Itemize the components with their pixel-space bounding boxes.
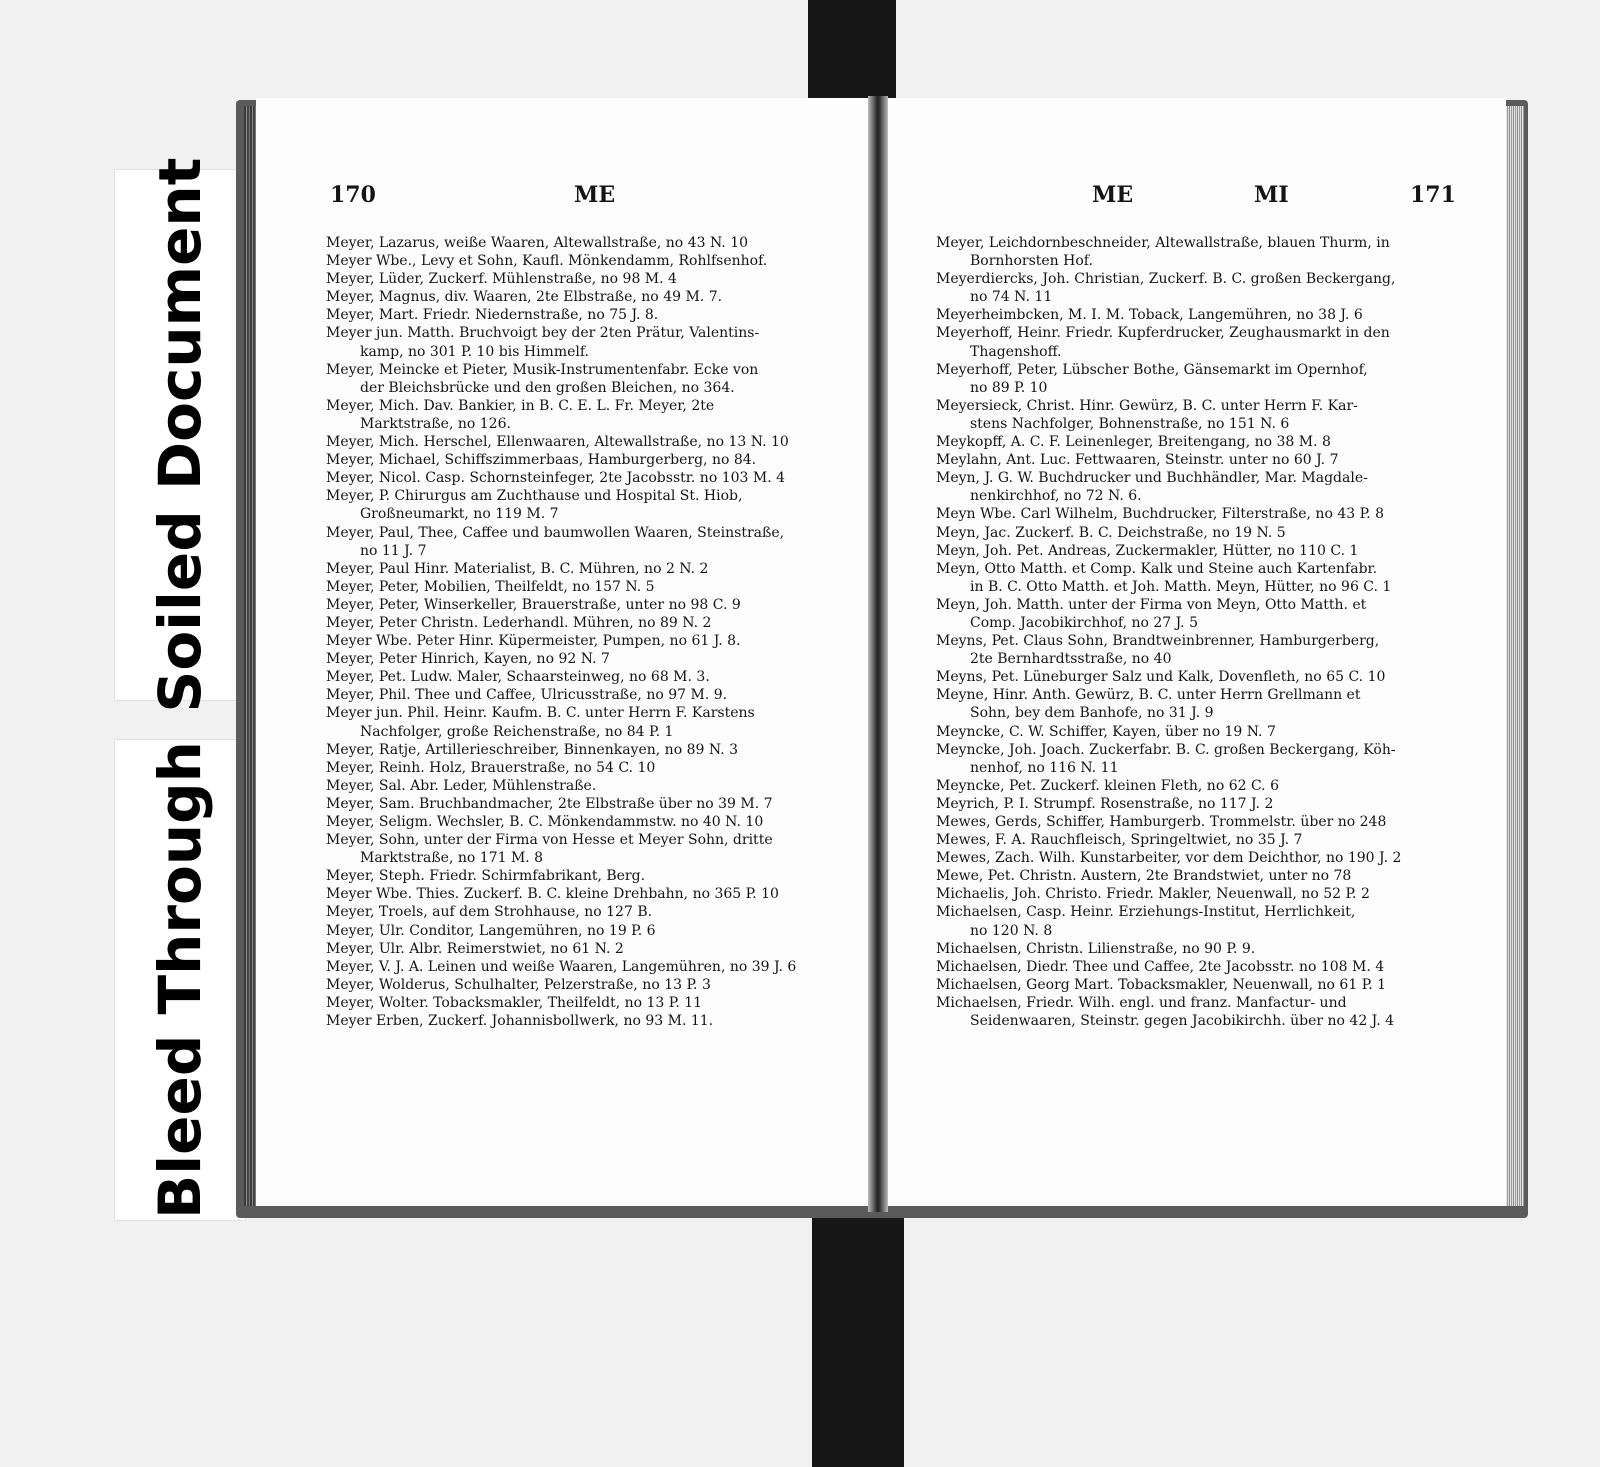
- list-item: Michaelis, Joh. Christo. Friedr. Makler, Neuenwall, no 52 P. 2: [936, 886, 1370, 903]
- list-item: Meyer, Pet. Ludw. Maler, Schaarsteinweg, no 68 M. 3.: [326, 669, 710, 686]
- list-item: kamp, no 301 P. 10 bis Himmelf.: [360, 343, 589, 360]
- right-page-edges: [1504, 106, 1524, 1206]
- list-item: Meyer, Ulr. Albr. Reimerstwiet, no 61 N. 2: [326, 940, 624, 957]
- right-running-head-mi: MI: [1254, 182, 1289, 208]
- list-item: Thagenshoff.: [970, 343, 1062, 360]
- list-item: Meyne, Hinr. Anth. Gewürz, B. C. unter Herrn Grellmann et: [936, 687, 1361, 704]
- list-item: Meyer, P. Chirurgus am Zuchthause und Hospital St. Hiob,: [326, 488, 743, 505]
- book-gutter: [868, 96, 888, 1212]
- left-entry-list: [326, 234, 796, 1030]
- list-item: Meyer Wbe., Levy et Sohn, Kaufl. Mönkendamm, Rohlfsenhof.: [326, 253, 768, 270]
- list-item: Meyer, Ulr. Conditor, Langemühren, no 19 P. 6: [326, 922, 656, 939]
- list-item: Mewes, Gerds, Schiffer, Hamburgerb. Trommelstr. über no 248: [936, 814, 1387, 830]
- list-item: Meyncke, C. W. Schiffer, Kayen, über no 19 N. 7: [936, 723, 1276, 740]
- list-item: Comp. Jacobikirchhof, no 27 J. 5: [970, 614, 1198, 631]
- bottom-strap: [812, 1212, 904, 1467]
- list-item: 2te Bernhardtsstraße, no 40: [970, 651, 1172, 668]
- list-item: Meylahn, Ant. Luc. Fettwaaren, Steinstr. unter no 60 J. 7: [936, 452, 1339, 469]
- list-item: Mewes, F. A. Rauchfleisch, Springeltwiet, no 35 J. 7: [936, 832, 1303, 849]
- list-item: Mewe, Pet. Christn. Austern, 2te Brandstwiet, unter no 78: [936, 868, 1352, 885]
- list-item: Meyer jun. Matth. Bruchvoigt bey der 2ten Prätur, Valentins-: [326, 325, 760, 342]
- list-item: Meyn, Otto Matth. et Comp. Kalk und Steine auch Kartenfabr.: [936, 560, 1378, 577]
- list-item: in B. C. Otto Matth. et Joh. Matth. Meyn, Hütter, no 96 C. 1: [970, 578, 1392, 595]
- list-item: der Bleichsbrücke und den großen Bleichen, no 364.: [360, 379, 735, 396]
- list-item: Meyer, Troels, auf dem Strohhause, no 127 B.: [326, 904, 653, 921]
- list-item: no 89 P. 10: [970, 379, 1048, 396]
- list-item: no 74 N. 11: [970, 289, 1053, 306]
- list-item: Meyrich, P. I. Strumpf. Rosenstraße, no 117 J. 2: [936, 795, 1274, 812]
- list-item: Meyn, Jac. Zuckerf. B. C. Deichstraße, no 19 N. 5: [936, 524, 1286, 541]
- list-item: Mewes, Zach. Wilh. Kunstarbeiter, vor dem Deichthor, no 190 J. 2: [936, 850, 1402, 867]
- list-item: Meyer, Steph. Friedr. Schirmfabrikant, Berg.: [326, 868, 646, 885]
- left-running-head: ME: [574, 182, 616, 208]
- list-item: Meyer, Paul, Thee, Caffee und baumwollen Waaren, Steinstraße,: [326, 524, 785, 541]
- list-item: Meyer jun. Phil. Heinr. Kaufm. B. C. unter Herrn F. Karstens: [326, 705, 755, 722]
- list-item: Meyer, Ratje, Artillerieschreiber, Binnenkayen, no 89 N. 3: [326, 741, 738, 758]
- list-item: Meyer, Mich. Dav. Bankier, in B. C. E. L. Fr. Meyer, 2te: [326, 397, 715, 414]
- list-item: Meyer Erben, Zuckerf. Johannisbollwerk, no 93 M. 11.: [326, 1013, 714, 1030]
- bleed-through-text: Bleed Through: [146, 741, 214, 1219]
- list-item: Meyer, Seligm. Wechsler, B. C. Mönkendammstw. no 40 N. 10: [326, 814, 764, 830]
- list-item: Meyns, Pet. Lüneburger Salz und Kalk, Dovenfleth, no 65 C. 10: [936, 669, 1386, 686]
- list-item: Meyer Wbe. Peter Hinr. Küpermeister, Pumpen, no 61 J. 8.: [326, 633, 741, 650]
- list-item: Meyncke, Joh. Joach. Zuckerfabr. B. C. großen Beckergang, Köh-: [936, 741, 1396, 758]
- right-page: [888, 98, 1506, 1206]
- list-item: Seidenwaaren, Steinstr. gegen Jacobikirchh. über no 42 J. 4: [970, 1013, 1395, 1030]
- list-item: Meyer, Lazarus, weiße Waaren, Altewallstraße, no 43 N. 10: [326, 235, 749, 251]
- list-item: Meyn, Joh. Matth. unter der Firma von Meyn, Otto Matth. et: [936, 596, 1367, 613]
- list-item: Großneumarkt, no 119 M. 7: [360, 506, 559, 523]
- list-item: Meyer, Peter Hinrich, Kayen, no 92 N. 7: [326, 651, 610, 668]
- list-item: Meyer Wbe. Thies. Zuckerf. B. C. kleine Drehbahn, no 365 P. 10: [326, 886, 779, 903]
- left-page-number: 170: [330, 182, 376, 208]
- list-item: Meyer, Wolderus, Schulhalter, Pelzerstraße, no 13 P. 3: [326, 976, 711, 993]
- list-item: Meyer, Nicol. Casp. Schornsteinfeger, 2te Jacobsstr. no 103 M. 4: [326, 470, 786, 487]
- list-item: Meyer, Mart. Friedr. Niedernstraße, no 75 J. 8.: [326, 307, 659, 324]
- list-item: Meyer, Peter, Mobilien, Theilfeldt, no 157 N. 5: [326, 578, 655, 595]
- list-item: Meyer, Sohn, unter der Firma von Hesse et Meyer Sohn, dritte: [326, 832, 773, 849]
- right-entry-list: [936, 234, 1401, 1030]
- list-item: Meyer, Wolter. Tobacksmakler, Theilfeldt, no 13 P. 11: [326, 994, 703, 1011]
- list-item: Meyer, V. J. A. Leinen und weiße Waaren, Langemühren, no 39 J. 6: [326, 958, 797, 975]
- list-item: Meyerhoff, Peter, Lübscher Bothe, Gänsemarkt im Opernhof,: [936, 361, 1368, 378]
- list-item: Sohn, bey dem Banhofe, no 31 J. 9: [970, 705, 1214, 722]
- left-page: [256, 98, 868, 1206]
- top-strap: [808, 0, 896, 110]
- list-item: no 120 N. 8: [970, 922, 1053, 939]
- list-item: stens Nachfolger, Bohnenstraße, no 151 N. 6: [970, 415, 1290, 432]
- list-item: Meyns, Pet. Claus Sohn, Brandtweinbrenner, Hamburgerberg,: [936, 633, 1380, 650]
- open-book: [236, 96, 1528, 1218]
- list-item: Meyer, Peter, Winserkeller, Brauerstraße, unter no 98 C. 9: [326, 596, 741, 613]
- list-item: Michaelsen, Friedr. Wilh. engl. und franz. Manfactur- und: [936, 994, 1347, 1011]
- list-item: Meyersieck, Christ. Hinr. Gewürz, B. C. unter Herrn F. Kar-: [936, 397, 1358, 414]
- right-page-number: 171: [1410, 182, 1456, 208]
- list-item: Meyer, Sal. Abr. Leder, Mühlenstraße.: [326, 777, 597, 794]
- list-item: Michaelsen, Georg Mart. Tobacksmakler, Neuenwall, no 61 P. 1: [936, 976, 1387, 993]
- list-item: Meykopff, A. C. F. Leinenleger, Breitengang, no 38 M. 8: [936, 434, 1331, 451]
- list-item: Michaelsen, Diedr. Thee und Caffee, 2te Jacobsstr. no 108 M. 4: [936, 958, 1385, 975]
- list-item: Meyerheimbcken, M. I. M. Toback, Langemühren, no 38 J. 6: [936, 307, 1363, 324]
- list-item: Meyncke, Pet. Zuckerf. kleinen Fleth, no 62 C. 6: [936, 777, 1279, 794]
- list-item: nenhof, no 116 N. 11: [970, 759, 1119, 776]
- list-item: Meyer, Paul Hinr. Materialist, B. C. Mühren, no 2 N. 2: [326, 560, 709, 577]
- list-item: Meyn Wbe. Carl Wilhelm, Buchdrucker, Filterstraße, no 43 P. 8: [936, 506, 1384, 523]
- list-item: Meyer, Michael, Schiffszimmerbaas, Hamburgerberg, no 84.: [326, 452, 757, 469]
- list-item: Meyer, Magnus, div. Waaren, 2te Elbstraße, no 49 M. 7.: [326, 289, 723, 306]
- soiled-document-label: [115, 157, 245, 713]
- list-item: Meyer, Phil. Thee und Caffee, Ulricusstraße, no 97 M. 9.: [326, 687, 728, 704]
- list-item: Meyer, Peter Christn. Lederhandl. Mühren, no 89 N. 2: [326, 614, 712, 631]
- list-item: Meyer, Leichdornbeschneider, Altewallstraße, blauen Thurm, in: [936, 235, 1390, 251]
- list-item: Meyer, Sam. Bruchbandmacher, 2te Elbstraße über no 39 M. 7: [326, 795, 773, 812]
- list-item: Meyerdiercks, Joh. Christian, Zuckerf. B. C. großen Beckergang,: [936, 271, 1396, 288]
- list-item: Nachfolger, große Reichenstraße, no 84 P. 1: [360, 723, 674, 740]
- list-item: Meyn, Joh. Pet. Andreas, Zuckermakler, Hütter, no 110 C. 1: [936, 542, 1359, 559]
- soiled-document-text: Soiled Document: [146, 157, 214, 713]
- list-item: nenkirchhof, no 72 N. 6.: [970, 488, 1142, 505]
- list-item: Michaelsen, Christn. Lilienstraße, no 90 P. 9.: [936, 940, 1256, 957]
- list-item: Meyer, Lüder, Zuckerf. Mühlenstraße, no 98 M. 4: [326, 271, 677, 288]
- list-item: Marktstraße, no 126.: [360, 415, 511, 432]
- list-item: Michaelsen, Casp. Heinr. Erziehungs-Institut, Herrlichkeit,: [936, 904, 1356, 921]
- list-item: Meyn, J. G. W. Buchdrucker und Buchhändler, Mar. Magdale-: [936, 470, 1368, 487]
- list-item: no 11 J. 7: [360, 542, 427, 559]
- list-item: Meyer, Meincke et Pieter, Musik-Instrumentenfabr. Ecke von: [326, 361, 759, 378]
- right-running-head-me: ME: [1092, 182, 1134, 208]
- bleed-through-label: [115, 740, 245, 1220]
- list-item: Meyerhoff, Heinr. Friedr. Kupferdrucker, Zeughausmarkt in den: [936, 325, 1390, 342]
- list-item: Marktstraße, no 171 M. 8: [360, 850, 544, 867]
- list-item: Bornhorsten Hof.: [970, 253, 1093, 270]
- list-item: Meyer, Mich. Herschel, Ellenwaaren, Altewallstraße, no 13 N. 10: [326, 434, 789, 451]
- list-item: Meyer, Reinh. Holz, Brauerstraße, no 54 C. 10: [326, 759, 656, 776]
